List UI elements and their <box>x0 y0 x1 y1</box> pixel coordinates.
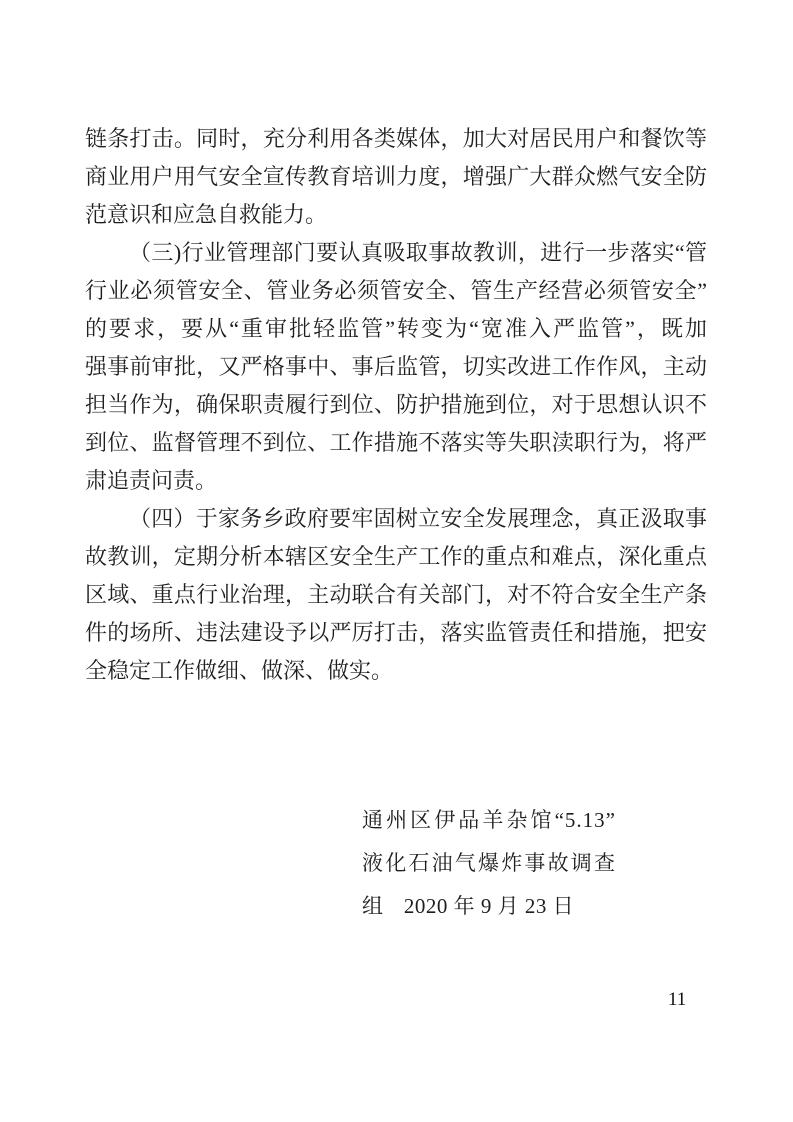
body-text-line: 全稳定工作做细、做深、做实。 <box>85 658 394 683</box>
body-text-line: 到位、监督管理不到位、工作措施不落实等失职渎职行为，将严 <box>85 430 707 455</box>
body-text-line: 强事前审批，又严格事中、事后监管，切实改进工作作风，主动 <box>85 354 707 379</box>
paragraph-item-4 <box>85 500 707 690</box>
signature-org-line-2: 液化石油气爆炸事故调查组 <box>362 851 616 918</box>
body-text-line: 链条打击。同时，充分利用各类媒体，加大对居民用户和餐饮等 <box>85 126 707 151</box>
paragraph-continuation <box>85 120 707 234</box>
body-text-line: 区域、重点行业治理，主动联合有关部门，对不符合安全生产条 <box>85 582 707 607</box>
body-text-line: 故教训，定期分析本辖区安全生产工作的重点和难点，深化重点 <box>85 544 707 569</box>
document-body <box>85 120 707 690</box>
body-text-line: 范意识和应急自救能力。 <box>85 202 328 227</box>
body-text-line: （四）于家务乡政府要牢固树立安全发展理念，真正汲取事 <box>129 506 707 531</box>
body-text-line: （三)行业管理部门要认真吸取事故教训，进行一步落实“管 <box>129 240 707 265</box>
body-text-line: 商业用户用气安全宣传教育培训力度，增强广大群众燃气安全防 <box>85 164 707 189</box>
body-text-line: 的要求，要从“重审批轻监管”转变为“宽准入严监管”，既加 <box>85 316 707 341</box>
body-text-line: 行业必须管安全、管业务必须管安全、管生产经营必须管安全” <box>85 278 707 303</box>
body-text-line: 担当作为，确保职责履行到位、防护措施到位，对于思想认识不 <box>85 392 707 417</box>
body-text-line: 肃追责问责。 <box>85 468 218 493</box>
page-number: 11 <box>668 989 687 1010</box>
signature-org-line-1: 通州区伊品羊杂馆“5.13” <box>362 808 616 832</box>
signature-date: 2020 年 9 月 23 日 <box>403 894 575 918</box>
paragraph-item-3 <box>85 234 707 500</box>
body-text-line: 件的场所、违法建设予以严厉打击，落实监管责任和措施，把安 <box>85 620 707 645</box>
signature-block <box>362 799 616 928</box>
